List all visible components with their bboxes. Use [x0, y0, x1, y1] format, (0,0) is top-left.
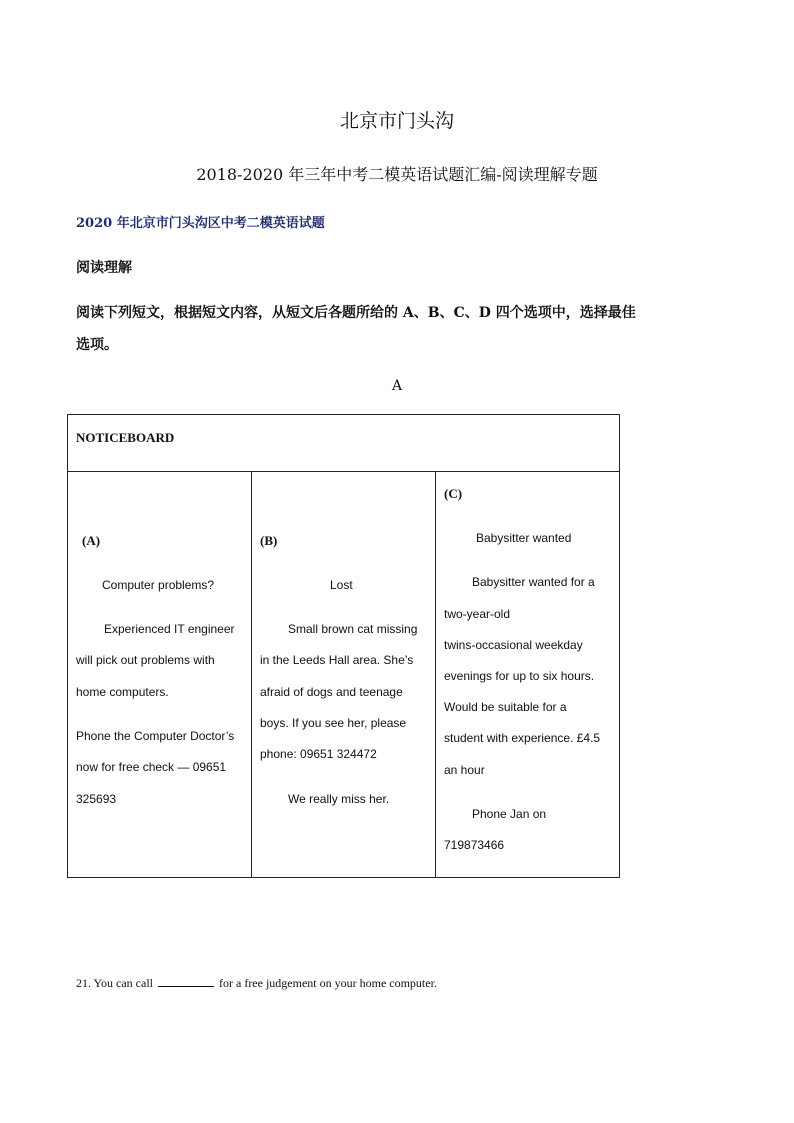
notice-a-line: home computers. [76, 685, 169, 699]
notice-b-line: boys. If you see her, please [260, 716, 407, 730]
notice-c-line: Phone Jan on [472, 807, 547, 821]
notice-a-label: (A) [82, 533, 101, 548]
answer-blank[interactable] [158, 985, 214, 987]
instructions-line-1: 阅读下列短文，根据短文内容，从短文后各题所给的 A、B、C、D 四个选项中，选择最佳 [76, 305, 636, 321]
notice-b-line: We really miss her. [288, 792, 390, 806]
document-subtitle: 2018-2020 年三年中考二模英语试题汇编-阅读理解专题 [196, 165, 598, 184]
notice-b-label: (B) [260, 533, 278, 548]
instructions-line-2: 选项。 [76, 337, 118, 353]
notice-c-line: two-year-old [444, 607, 511, 621]
notice-b-line: Small brown cat missing [288, 622, 418, 636]
notice-a-line: now for free check — 09651 [76, 760, 227, 774]
question-prefix: 21. You can call [76, 976, 153, 990]
notice-c-line: student with experience. £4.5 [444, 731, 601, 745]
noticeboard-title: NOTICEBOARD [76, 430, 175, 445]
noticeboard-header [68, 415, 619, 472]
source-line: 2020 年北京市门头沟区中考二模英语试题 [76, 216, 325, 231]
notice-c-heading: Babysitter wanted [476, 531, 572, 545]
question-suffix: for a free judgement on your home computer. [219, 976, 437, 990]
notice-b [252, 472, 436, 878]
notice-b-line: phone: 09651 324472 [260, 747, 377, 761]
notice-c-line: 719873466 [444, 838, 505, 852]
notice-a-line: will pick out problems with [76, 653, 215, 667]
notice-a-line: Experienced IT engineer [104, 622, 235, 636]
instructions [76, 297, 726, 361]
notice-c-line: an hour [444, 763, 485, 777]
section-title: 阅读理解 [76, 260, 132, 276]
noticeboard-table [67, 414, 620, 878]
notice-c [436, 472, 620, 878]
passage-label: A [391, 378, 403, 394]
notice-b-line: afraid of dogs and teenage [260, 685, 403, 699]
notice-c-line: evenings for up to six hours. [444, 669, 595, 683]
notice-b-heading: Lost [330, 578, 353, 592]
notice-c-line: Would be suitable for a [444, 700, 567, 714]
question-21 [76, 976, 437, 991]
document-title: 北京市门头沟 [339, 110, 454, 132]
notice-c-line: Babysitter wanted for a [472, 575, 595, 589]
notice-a [68, 472, 252, 878]
notice-a-heading: Computer problems? [102, 578, 215, 592]
notice-a-line: 325693 [76, 792, 117, 806]
notice-c-line: twins-occasional weekday [444, 638, 583, 652]
notice-b-line: in the Leeds Hall area. She’s [260, 653, 414, 667]
notice-c-label: (C) [444, 486, 463, 501]
notice-a-line: Phone the Computer Doctor’s [76, 729, 235, 743]
